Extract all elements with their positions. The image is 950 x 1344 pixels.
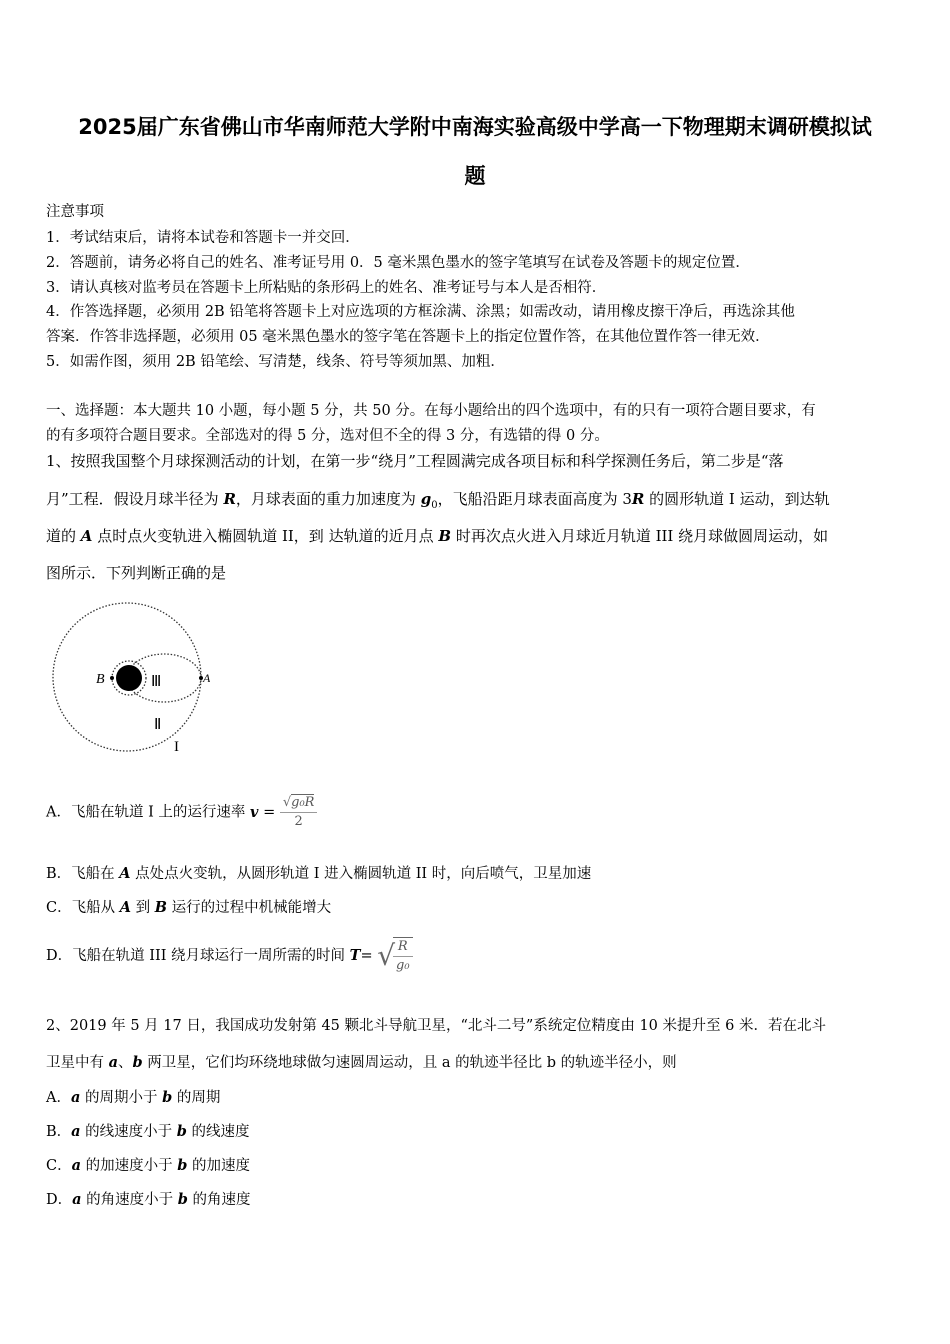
sqrt-fraction: $\frac{\text{√g₀R}}{2}$	[280, 794, 318, 831]
q1-option-d: D．飞船在轨道 III 绕月球运行一周所需的时间 T= √ $\frac{R}{\text{g₀}}$	[46, 936, 413, 976]
q2-option-b: B．a 的线速度小于 b 的线速度	[46, 1123, 250, 1140]
label-II: Ⅱ	[154, 717, 162, 733]
label-A: A	[203, 671, 210, 685]
point-B	[110, 676, 114, 680]
q1-stem-line-3: 道的 A 点时点火变轨进入椭圆轨道 II，到 达轨道的近月点 B 时再次点火进入月球近月轨道 III 绕月球做圆周运动，如	[46, 527, 829, 545]
notice-item: 2．答题前，请务必将自己的姓名、准考证号用 0．5 毫米黑色墨水的签字笔填写在试卷及答题卡的规定位置．	[46, 255, 750, 271]
notice-item: 3．请认真核对监考员在答题卡上所粘贴的条形码上的姓名、准考证号与本人是否相符．	[46, 280, 607, 296]
label-B: B	[96, 672, 105, 687]
page-title-line-1: 2025届广东省佛山市华南师范大学附中南海实验高级中学高一下物理期末调研模拟试	[78, 115, 872, 139]
q1-option-a: A．飞船在轨道 I 上的运行速率 v = $\frac{\text{√g₀R}}{2}$	[46, 794, 317, 831]
q2-stem-line-2: 卫星中有 a、b 两卫星，它们均环绕地球做匀速圆周运动，且 a 的轨迹半径比 b 的轨迹半径小，则	[46, 1054, 677, 1071]
q1-stem-line-2: 月”工程．假设月球半径为 R，月球表面的重力加速度为 $g_0$，飞船沿距月球表面高度为 3R 的圆形轨道 I 运动，到达轨	[46, 490, 830, 511]
notice-heading: 注意事项	[46, 204, 104, 220]
section-instructions-line-1: 一、选择题：本大题共 10 小题，每小题 5 分，共 50 分。在每小题给出的四个选项中，有的只有一项符合题目要求，有	[46, 403, 816, 419]
notice-item: 答案．作答非选择题，必须用 05 毫米黑色墨水的签字笔在答题卡上的指定位置作答，在其他位置作答一律无效．	[46, 329, 770, 345]
notice-item: 4．作答选择题，必须用 2B 铅笔将答题卡上对应选项的方框涂满、涂黑；如需改动，请用橡皮擦干净后，再选涂其他	[46, 304, 795, 320]
moon	[116, 665, 142, 691]
sqrt-fraction: $\frac{R}{\text{g₀}}$	[393, 937, 413, 975]
page-title-line-2: 题	[464, 164, 486, 188]
q2-stem-line-1: 2、2019 年 5 月 17 日，我国成功发射第 45 颗北斗导航卫星，“北斗二号”系统定位精度由 10 米提升至 6 米．若在北斗	[46, 1018, 826, 1034]
q1-stem-line-4: 图所示．下列判断正确的是	[46, 564, 227, 582]
section-instructions-line-2: 的有多项符合题目要求。全部选对的得 5 分，选对但不全的得 3 分，有选错的得 0 分。	[46, 428, 609, 444]
label-III: Ⅲ	[151, 674, 162, 690]
q1-option-c: C．飞船从 A 到 B 运行的过程中机械能增大	[46, 899, 332, 916]
notice-item: 5．如需作图，须用 2B 铅笔绘、写清楚，线条、符号等须加黑、加粗．	[46, 354, 505, 370]
q2-option-c: C．a 的加速度小于 b 的加速度	[46, 1157, 250, 1174]
orbit-diagram	[50, 600, 210, 760]
notice-item: 1．考试结束后，请将本试卷和答题卡一并交回．	[46, 230, 360, 246]
label-I: I	[174, 739, 179, 755]
q1-stem-line-1: 1、按照我国整个月球探测活动的计划，在第一步“绕月”工程圆满完成各项目标和科学探测任务后，第二步是“落	[46, 452, 784, 470]
q1-option-b: B．飞船在 A 点处点火变轨，从圆形轨道 I 进入椭圆轨道 II 时，向后喷气，卫星加速	[46, 865, 592, 882]
q2-option-d: D．a 的角速度小于 b 的角速度	[46, 1191, 251, 1208]
q2-option-a: A．a 的周期小于 b 的周期	[46, 1089, 221, 1106]
